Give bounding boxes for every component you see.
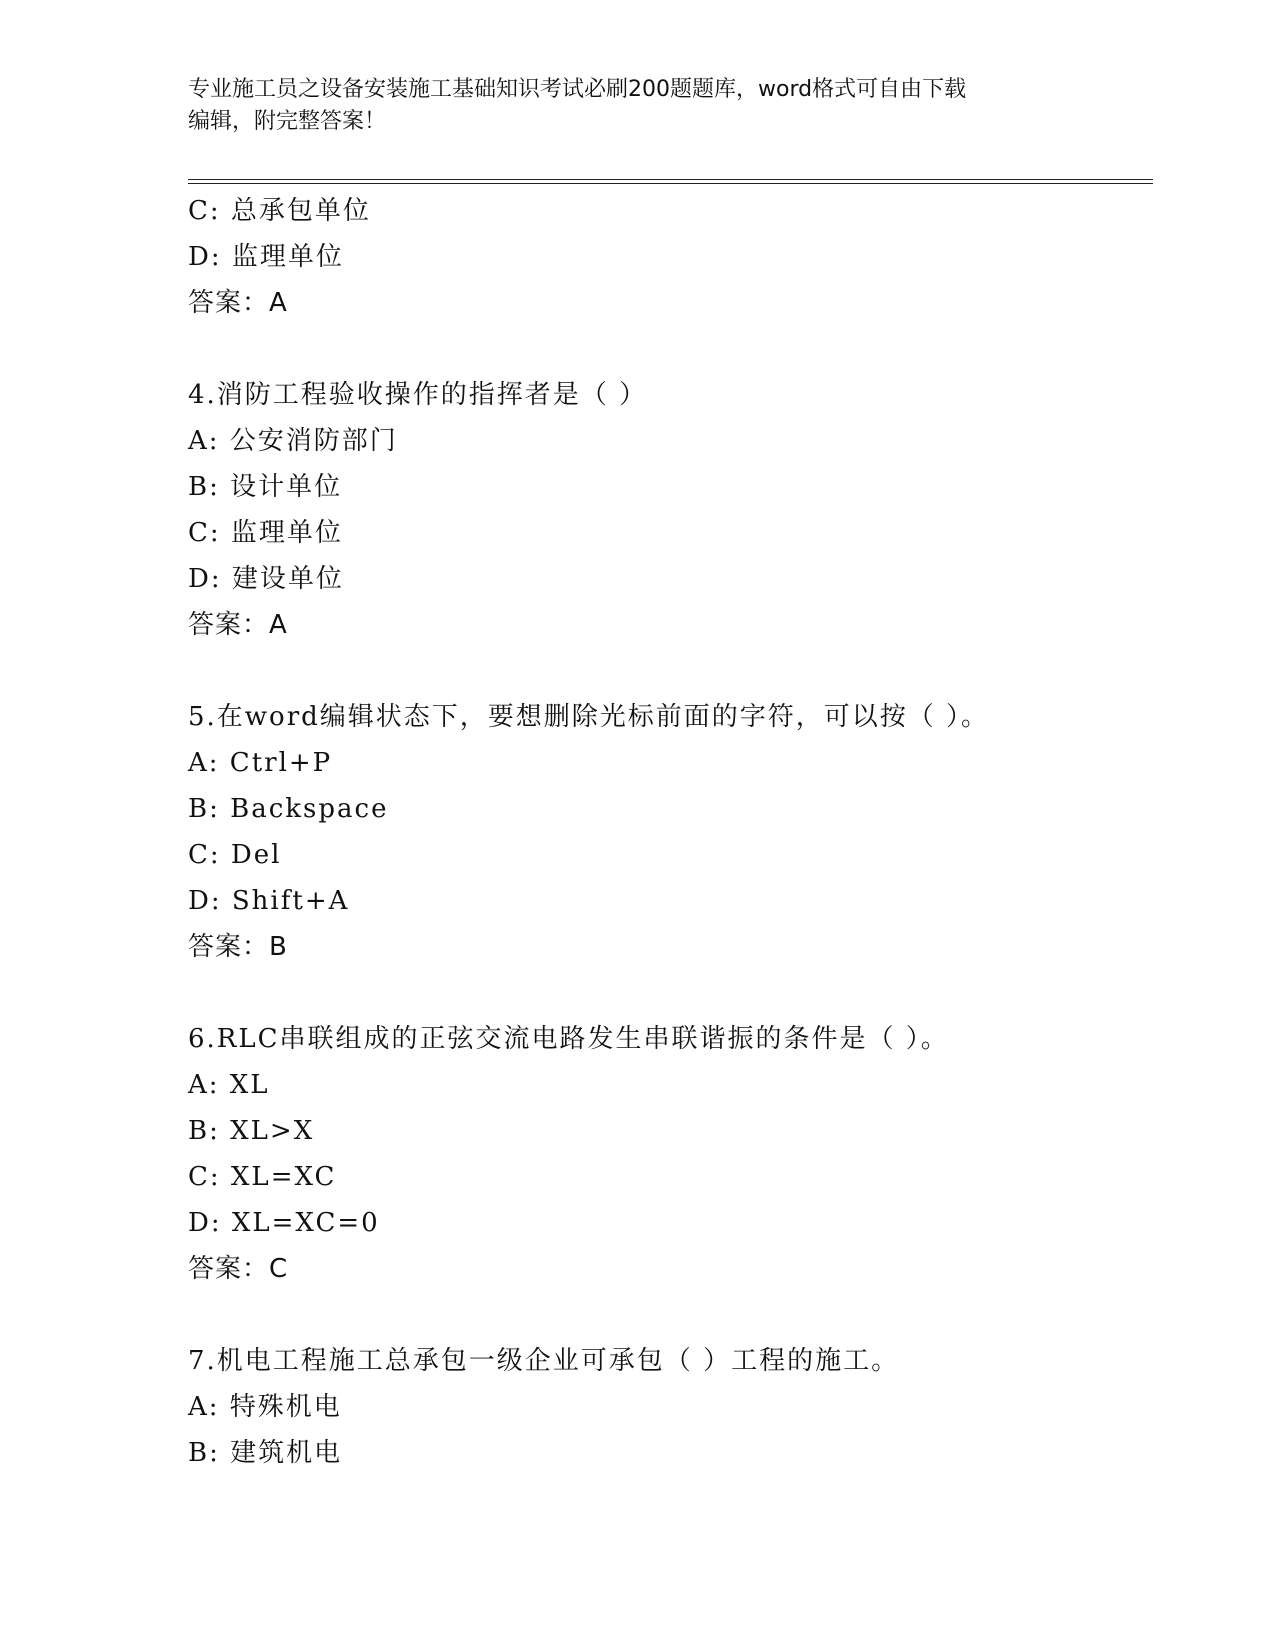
spacer: [188, 326, 1148, 372]
option-b: B: 建筑机电: [188, 1438, 343, 1468]
option-a: A: Ctrl+P: [188, 748, 333, 778]
question-5: [188, 694, 1148, 970]
question-text: 7.机电工程施工总承包一级企业可承包（ ）工程的施工。: [188, 1346, 900, 1376]
spacer: [188, 1292, 1148, 1338]
question-text: 6.RLC串联组成的正弦交流电路发生串联谐振的条件是（ ）。: [188, 1024, 949, 1054]
question-fragment: [188, 188, 1148, 326]
option-a: A: XL: [188, 1070, 270, 1100]
answer-line: 答案：B: [188, 932, 288, 962]
document-body: [188, 188, 1148, 1476]
answer-line: 答案：C: [188, 1254, 289, 1284]
answer-line: 答案：A: [188, 288, 288, 318]
header-divider-bottom: [188, 183, 1153, 184]
option-d: D: 监理单位: [188, 242, 344, 272]
header-title-line-1: 专业施工员之设备安装施工基础知识考试必刷200题题库，word格式可自由下载: [188, 77, 967, 102]
question-7: [188, 1338, 1148, 1476]
option-a: A: 特殊机电: [188, 1392, 342, 1422]
document-header: [188, 74, 1088, 138]
answer-line: 答案：A: [188, 610, 288, 640]
option-d: D: Shift+A: [188, 886, 350, 916]
question-text: 4.消防工程验收操作的指挥者是（ ）: [188, 380, 648, 410]
question-text: 5.在word编辑状态下，要想删除光标前面的字符，可以按（ ）。: [188, 702, 990, 732]
question-6: [188, 1016, 1148, 1292]
question-4: [188, 372, 1148, 648]
option-b: B: XL>X: [188, 1116, 315, 1146]
spacer: [188, 970, 1148, 1016]
spacer: [188, 648, 1148, 694]
option-b: B: 设计单位: [188, 472, 343, 502]
header-title-line-2: 编辑，附完整答案！: [188, 109, 387, 134]
option-c: C: 监理单位: [188, 518, 343, 548]
option-d: D: XL=XC=0: [188, 1208, 380, 1238]
option-d: D: 建设单位: [188, 564, 344, 594]
option-c: C: 总承包单位: [188, 196, 371, 226]
header-divider-top: [188, 179, 1153, 180]
option-c: C: XL=XC: [188, 1162, 337, 1192]
option-a: A: 公安消防部门: [188, 426, 398, 456]
option-c: C: Del: [188, 840, 282, 870]
option-b: B: Backspace: [188, 794, 389, 824]
